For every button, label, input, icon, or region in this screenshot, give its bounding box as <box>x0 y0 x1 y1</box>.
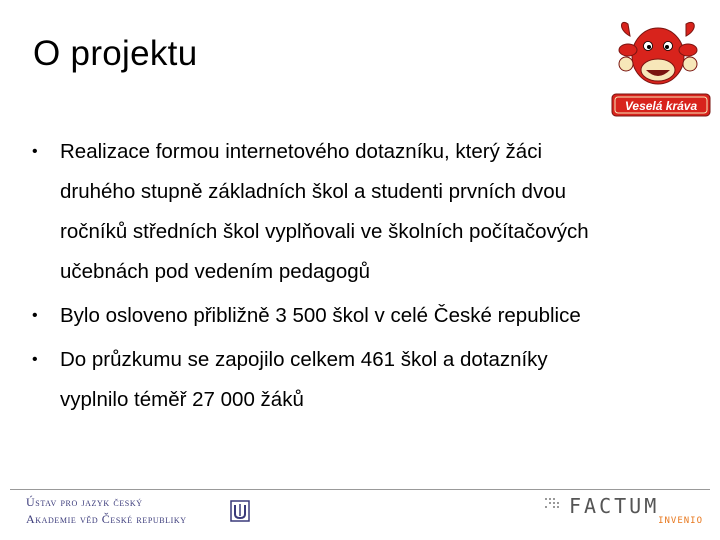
factum-text: FACTUM <box>569 494 660 518</box>
bullet-line: ročníků středních škol vyplňovali ve školních počítačových <box>60 220 589 243</box>
bullet-line: Do průzkumu se zapojilo celkem 461 škol a dotazníky <box>60 348 548 371</box>
ujc-line-2: Akademie věd České republiky <box>26 512 187 526</box>
invenio-text: INVENIO <box>658 516 703 524</box>
ujc-line-1: Ústav pro jazyk český <box>26 495 143 509</box>
slide-title: O projektu <box>33 34 198 73</box>
bullet-line: vyplnilo téměř 27 000 žáků <box>60 388 304 411</box>
footer-divider <box>10 489 710 490</box>
laughing-cow-logo <box>606 12 714 118</box>
bullet-dot-icon: • <box>32 307 38 324</box>
ujc-emblem-icon <box>230 500 250 522</box>
bullet-item <box>30 132 700 292</box>
ujc-logo-text <box>26 494 187 528</box>
factum-invenio-logo <box>545 494 705 524</box>
bullet-dot-icon: • <box>32 351 38 368</box>
bullet-line: Bylo osloveno přibližně 3 500 škol v celé České republice <box>60 304 581 327</box>
bullet-line: učebnách pod vedením pedagogů <box>60 260 371 283</box>
bullet-item <box>30 296 700 336</box>
bullet-line: druhého stupně základních škol a studenti prvních dvou <box>60 180 566 203</box>
cow-brand-text: Veselá kráva <box>624 99 698 113</box>
bullet-item <box>30 340 700 420</box>
bullet-line: Realizace formou internetového dotazníku, který žáci <box>60 140 543 163</box>
bullet-list <box>30 132 700 424</box>
bullet-dot-icon: • <box>32 143 38 160</box>
